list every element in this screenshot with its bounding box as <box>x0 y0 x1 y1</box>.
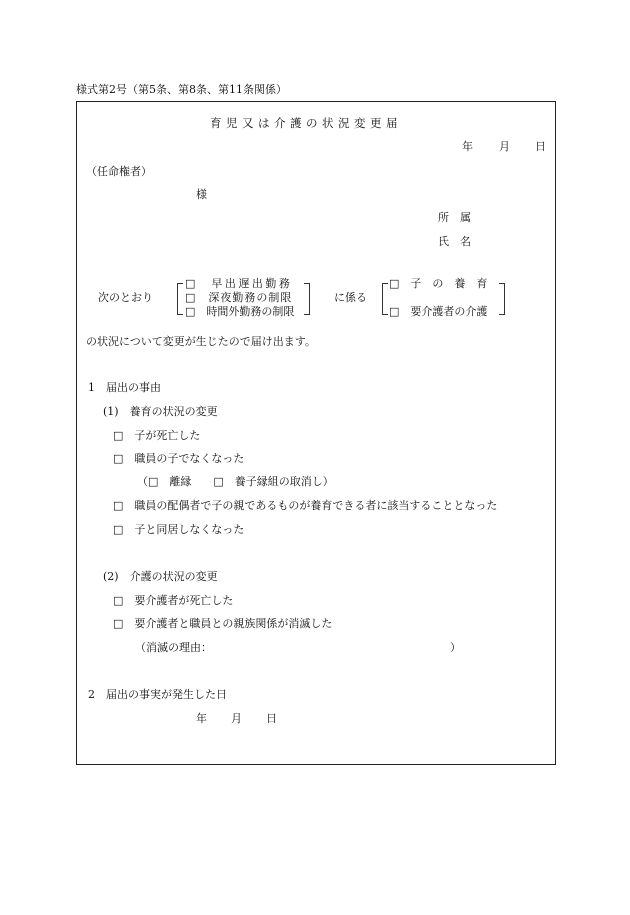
occurrence-day: 日 <box>266 712 277 725</box>
list-item: □ 子と同居しなくなった <box>113 523 245 536</box>
occurrence-month: 月 <box>231 712 242 725</box>
work-bracket-right <box>304 283 310 315</box>
list-item: □ 職員の子でなくなった <box>113 452 245 465</box>
list-item: （□ 離縁 □ 養子縁組の取消し） <box>137 475 334 488</box>
list-item: □ 子が死亡した <box>113 429 201 442</box>
date-day: 日 <box>535 140 546 153</box>
name-label: 氏 名 <box>438 235 471 248</box>
work-option-overtime: □ 時間外勤務の制限 <box>185 305 295 318</box>
care-option-nursing: □ 要介護者の介護 <box>389 305 488 318</box>
date-month: 月 <box>499 140 510 153</box>
work-option-early-late: □ 早出遅出勤務 <box>185 277 293 290</box>
occurrence-year: 年 <box>196 712 207 725</box>
relates-to: に係る <box>334 291 367 304</box>
affiliation-label: 所 属 <box>438 211 471 224</box>
care-option-childcare: □ 子 の 養 育 <box>389 277 488 290</box>
intro-prefix: 次のとおり <box>98 291 153 304</box>
form-title: 育児又は介護の状況変更届 <box>210 116 402 130</box>
care-bracket-right <box>499 283 505 315</box>
list-item: □ 要介護者が死亡した <box>113 594 234 607</box>
form-number: 様式第2号（第5条、第8条、第11条関係） <box>76 83 287 96</box>
statement: の状況について変更が生じたので届け出ます。 <box>86 335 316 348</box>
section1-sub1-heading: (1) 養育の状況の変更 <box>103 405 218 418</box>
reason-label: （消滅の理由： <box>135 641 212 654</box>
section2-heading: 2 届出の事実が発生した日 <box>88 688 227 701</box>
list-item: □ 職員の配偶者で子の親であるものが養育できる者に該当することとなった <box>113 499 498 512</box>
work-bracket-left <box>177 283 183 315</box>
section1-heading: 1 届出の事由 <box>88 381 161 394</box>
reason-close: ） <box>450 641 461 654</box>
addressee: （任命権者） <box>86 165 152 178</box>
work-option-late-night: □ 深夜勤務の制限 <box>185 291 293 304</box>
section1-sub2-heading: (2) 介護の状況の変更 <box>103 570 218 583</box>
honorific: 様 <box>196 188 207 201</box>
care-bracket-left <box>382 283 388 315</box>
list-item: □ 要介護者と職員との親族関係が消滅した <box>113 617 333 630</box>
date-year: 年 <box>462 140 473 153</box>
